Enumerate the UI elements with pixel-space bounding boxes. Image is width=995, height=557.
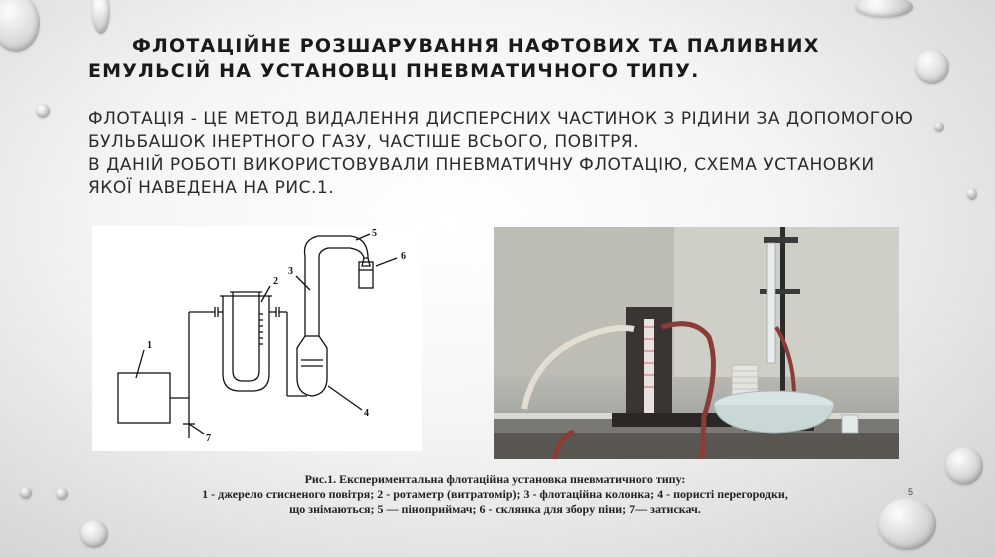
schematic-label-2: 2 [273,276,278,287]
water-drop-decoration [20,487,32,499]
schematic-label-6: 6 [401,251,406,262]
installation-photo [494,227,899,459]
photo-illustration [494,227,899,459]
water-drop-decoration [878,498,936,550]
water-drop-decoration [934,122,944,132]
flotation-definition: ФЛОТАЦІЯ - ЦЕ МЕТОД ВИДАЛЕННЯ ДИСПЕРСНИХ ЧАСТИНОК З РІДИНИ ЗА ДОПОМОГОЮ БУЛЬБАШОК ІНЕРТНОГО ГАЗУ, ЧАСТІШЕ ВСЬОГО, ПОВІТРЯ. [88,109,914,152]
body-text [88,108,918,200]
figure-caption [195,472,795,517]
air-source-box [118,373,170,423]
caption-title: Рис.1. Експериментальна флотаційна установка пневматичного типу: [304,472,686,486]
water-drop-decoration [80,520,108,548]
water-drop-decoration [915,50,949,84]
water-drop-decoration [945,447,983,485]
installation-schematic [92,226,422,451]
work-description: В ДАНІЙ РОБОТІ ВИКОРИСТОВУВАЛИ ПНЕВМАТИЧНУ ФЛОТАЦІЮ, СХЕМА УСТАНОВКИ ЯКОЇ НАВЕДЕНА НА РИС.1. [88,155,875,198]
water-drop-decoration [36,104,50,118]
schematic-label-7: 7 [206,433,211,444]
slide-title: ФЛОТАЦІЙНЕ РОЗШАРУВАННЯ НАФТОВИХ ТА ПАЛИВНИХ ЕМУЛЬСІЙ НА УСТАНОВЦІ ПНЕВМАТИЧНОГО ТИПУ. [88,35,820,82]
schematic-label-4: 4 [364,408,369,419]
water-drop-decoration [967,188,977,200]
water-drop-decoration [855,0,913,18]
schematic-label-3: 3 [288,266,293,277]
water-drop-decoration [92,0,110,34]
schematic-label-1: 1 [147,340,152,351]
caption-legend: 1 - джерело стисненого повітря; 2 - ротаметр (витратомір); 3 - флотаційна колонка; 4 - пористі перегородки, що знімаються; 5 — піноприймач; 6 - склянка для збору піни; 7— затискач. [202,487,788,516]
schematic-label-5: 5 [372,228,377,239]
schematic-drawing [92,226,422,451]
water-drop-decoration [0,0,40,52]
slide-number: 5 [908,487,914,497]
water-drop-decoration [56,488,68,500]
